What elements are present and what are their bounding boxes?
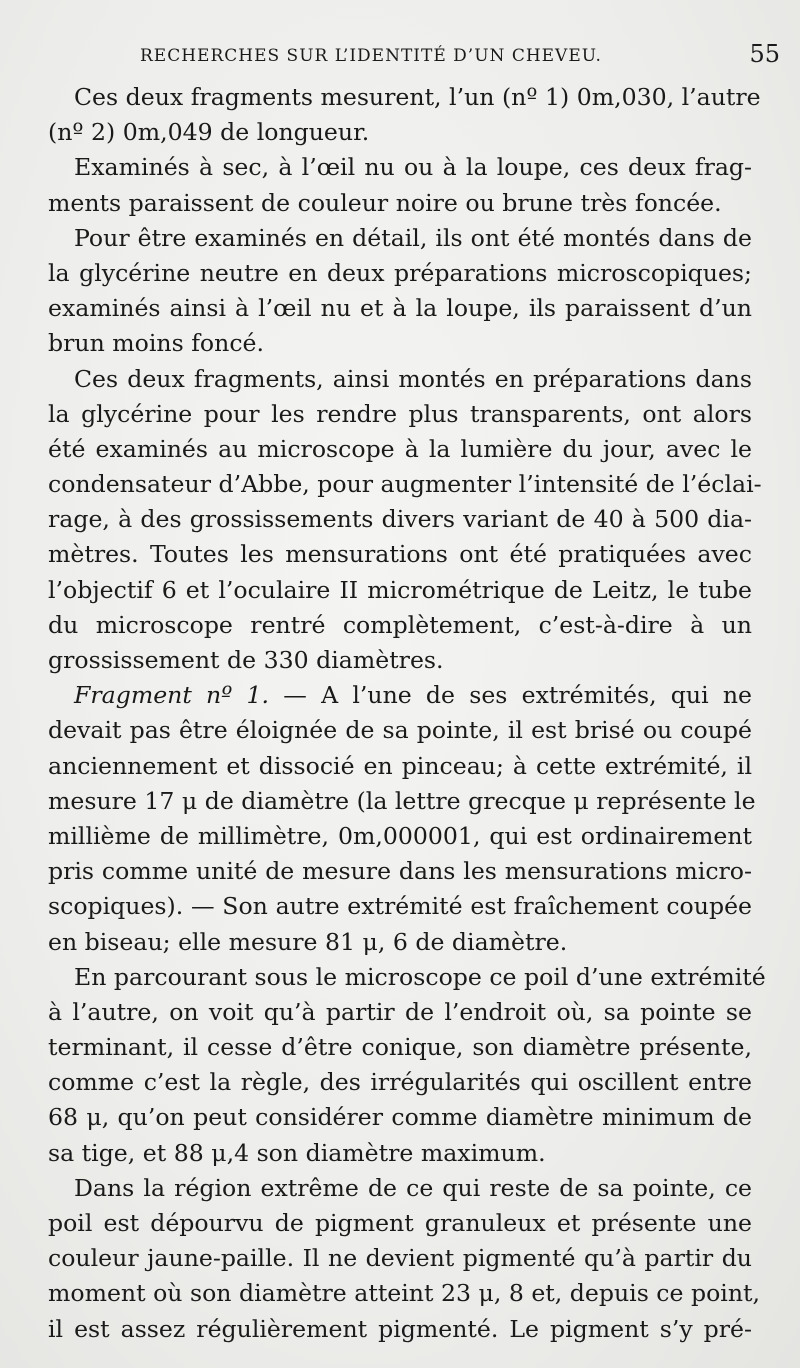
text-line: [48, 1171, 752, 1206]
text-line: [48, 1065, 752, 1100]
line-text: ments paraissent de couleur noire ou brune très foncée.: [48, 188, 722, 217]
line-text: été examinés au microscope à la lumière du jour, avec le: [48, 434, 752, 463]
line-text: 68 μ, qu’on peut considérer comme diamètre minimum de: [48, 1103, 752, 1132]
line-text: terminant, il cesse d’être conique, son diamètre présente,: [48, 1033, 752, 1062]
text-line: [48, 397, 752, 432]
line-text: à l’autre, on voit qu’à partir de l’endroit où, sa pointe se: [48, 997, 752, 1026]
line-text: Ces deux fragments mesurent, l’un (nº 1) 0m,030, l’autre: [74, 83, 761, 111]
text-line: [48, 819, 752, 854]
text-line: [48, 362, 752, 397]
text-line: [48, 150, 752, 185]
line-text: Dans la région extrême de ce qui reste de sa pointe, ce: [74, 1173, 752, 1202]
line-text: mesure 17 μ de diamètre (la lettre grecque μ représente le: [48, 786, 756, 815]
text-line: [48, 1206, 752, 1241]
text-line: [48, 1312, 752, 1347]
body-text: [48, 80, 766, 1347]
line-text: brun moins foncé.: [48, 329, 265, 358]
text-line: [48, 889, 752, 924]
line-text: du microscope rentré complètement, c’est-à-dire à un: [48, 610, 752, 639]
text-line: [48, 256, 752, 291]
page-header: [140, 40, 780, 72]
text-line: [48, 291, 752, 326]
line-text: l’objectif 6 et l’oculaire II micrométrique de Leitz, le tube: [48, 575, 752, 604]
line-text: la glycérine neutre en deux préparations microscopiques;: [48, 258, 752, 287]
line-text: en biseau; elle mesure 81 μ, 6 de diamètre.: [48, 927, 568, 956]
text-line: [48, 1276, 761, 1311]
text-line: [48, 749, 752, 784]
text-line: [48, 678, 752, 713]
text-line: [48, 713, 752, 748]
text-line: [48, 1136, 752, 1171]
text-line: [48, 326, 752, 361]
text-line: [48, 502, 752, 537]
text-line: [48, 115, 752, 150]
line-text: moment où son diamètre atteint 23 μ, 8 et, depuis ce point,: [48, 1279, 761, 1308]
text-line: [48, 432, 752, 467]
section-heading: Fragment nº 1.: [74, 681, 270, 710]
line-text: pris comme unité de mesure dans les mensurations micro-: [48, 857, 752, 886]
text-line: [48, 573, 752, 608]
line-text: anciennement et dissocié en pinceau; à cette extrémité, il: [48, 751, 752, 780]
page-number: 55: [749, 40, 780, 68]
text-line: [48, 995, 752, 1030]
line-text: il est assez régulièrement pigmenté. Le pigment s’y pré-: [48, 1314, 752, 1343]
text-line: [48, 854, 752, 889]
text-line: [48, 80, 761, 115]
line-text: Ces deux fragments, ainsi montés en préparations dans: [74, 364, 752, 393]
text-line: [48, 467, 762, 502]
running-title: RECHERCHES SUR L’IDENTITÉ D’UN CHEVEU.: [140, 46, 602, 66]
line-text: grossissement de 330 diamètres.: [48, 646, 444, 674]
text-line: [48, 1241, 752, 1276]
line-text: Pour être examinés en détail, ils ont été montés dans de: [74, 223, 752, 252]
line-text: condensateur d’Abbe, pour augmenter l’intensité de l’éclai-: [48, 470, 762, 499]
line-text: — A l’une de ses extrémités, qui ne: [269, 681, 752, 710]
line-text: (nº 2) 0m,049 de longueur.: [48, 118, 370, 147]
text-line: [48, 925, 752, 960]
text-line: [48, 784, 756, 819]
text-line: [48, 537, 752, 572]
line-text: millième de millimètre, 0m,000001, qui est ordinairement: [48, 821, 752, 850]
line-text: Examinés à sec, à l’œil nu ou à la loupe, ces deux frag-: [74, 153, 752, 182]
line-text: examinés ainsi à l’œil nu et à la loupe, ils paraissent d’un: [48, 294, 752, 323]
line-text: la glycérine pour les rendre plus transparents, ont alors: [48, 399, 752, 428]
text-line: [48, 221, 752, 256]
line-text: rage, à des grossissements divers variant de 40 à 500 dia-: [48, 505, 752, 534]
text-line: [48, 1030, 752, 1065]
text-line: [48, 960, 766, 995]
line-text: poil est dépourvu de pigment granuleux et présente une: [48, 1209, 752, 1237]
text-line: [48, 186, 752, 221]
line-text: scopiques). — Son autre extrémité est fraîchement coupée: [48, 892, 752, 921]
line-text: couleur jaune-paille. Il ne devient pigmenté qu’à partir du: [48, 1244, 752, 1273]
text-line: [48, 1100, 752, 1135]
line-text: comme c’est la règle, des irrégularités qui oscillent entre: [48, 1068, 752, 1097]
text-line: [48, 643, 752, 678]
text-line: [48, 608, 752, 643]
line-text: sa tige, et 88 μ,4 son diamètre maximum.: [48, 1138, 546, 1167]
line-text: devait pas être éloignée de sa pointe, il est brisé ou coupé: [48, 716, 752, 745]
line-text: mètres. Toutes les mensurations ont été pratiquées avec: [48, 540, 752, 569]
line-text: En parcourant sous le microscope ce poil d’une extrémité: [74, 962, 766, 991]
